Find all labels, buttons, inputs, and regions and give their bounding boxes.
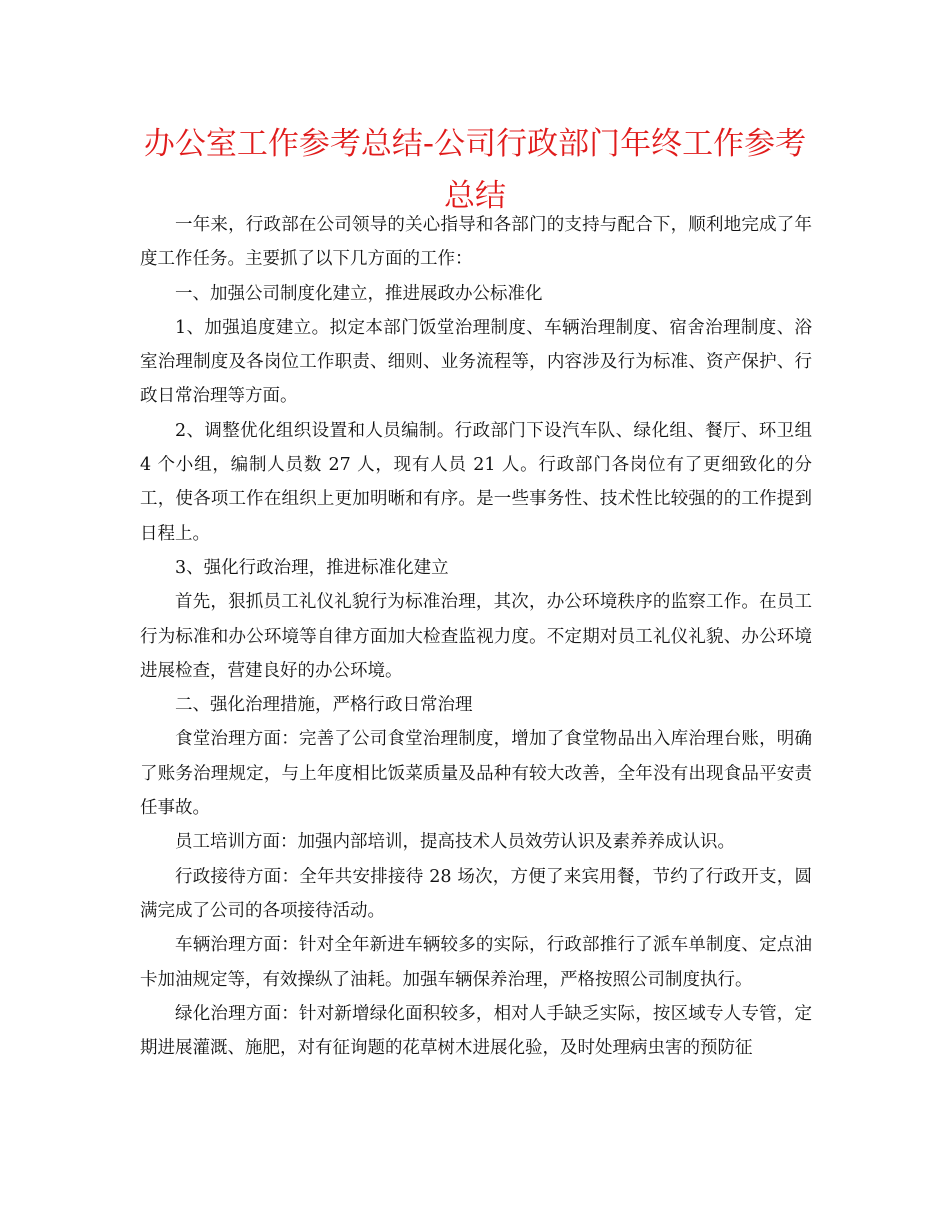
paragraph: 2、调整优化组织设置和人员编制。行政部门下设汽车队、绿化组、餐厅、环卫组 4 个小组，编制人员数 27 人，现有人员 21 人。行政部门各岗位有了更细致化的分工，使各项工作在组织上更加明晰和有序。是一些事务性、技术性比较强的的工作提到日程上。 <box>140 420 812 544</box>
paragraph: 员工培训方面：加强内部培训，提高技术人员效劳认识及素养养成认识。 <box>175 832 735 853</box>
paragraph: 行政接待方面：全年共安排接待 28 场次，方便了来宾用餐，节约了行政开支，圆满完成了公司的各项接待活动。 <box>140 866 812 921</box>
paragraph: 车辆治理方面：针对全年新进车辆较多的实际，行政部推行了派车单制度、定点油卡加油规定等，有效操纵了油耗。加强车辆保养治理，严格按照公司制度执行。 <box>140 935 812 990</box>
paragraph: 食堂治理方面：完善了公司食堂治理制度，增加了食堂物品出入库治理台账，明确了账务治理规定，与上年度相比饭菜质量及品种有较大改善，全年没有出现食品平安责任事故。 <box>140 729 812 819</box>
section-heading: 二、强化治理措施，严格行政日常治理 <box>175 695 473 716</box>
subsection-heading: 3、强化行政治理，推进标准化建立 <box>175 557 449 578</box>
section-heading: 一、加强公司制度化建立，推进展政办公标准化 <box>175 283 543 304</box>
paragraph: 1、加强追度建立。拟定本部门饭堂治理制度、车辆治理制度、宿舍治理制度、浴室治理制度及各岗位工作职责、细则、业务流程等，内容涉及行为标准、资产保护、行政日常治理等方面。 <box>140 317 812 407</box>
document-title: 办公室工作参考总结-公司行政部门年终工作参考总结 <box>143 126 807 214</box>
paragraph: 首先，狠抓员工礼仪礼貌行为标准治理，其次，办公环境秩序的监察工作。在员工行为标准和办公环境等自律方面加大检查监视力度。不定期对员工礼仪礼貌、办公环境进展检查，营建良好的办公环境。 <box>140 592 812 681</box>
document-body <box>140 208 812 1065</box>
paragraph: 一年来，行政部在公司领导的关心指导和各部门的支持与配合下，顺利地完成了年度工作任务。主要抓了以下几方面的工作： <box>140 215 812 270</box>
paragraph: 绿化治理方面：针对新增绿化面积较多，相对人手缺乏实际，按区域专人专管，定期进展灌溉、施肥，对有征询题的花草树木进展化验，及时处理病虫害的预防征 <box>140 1003 812 1059</box>
